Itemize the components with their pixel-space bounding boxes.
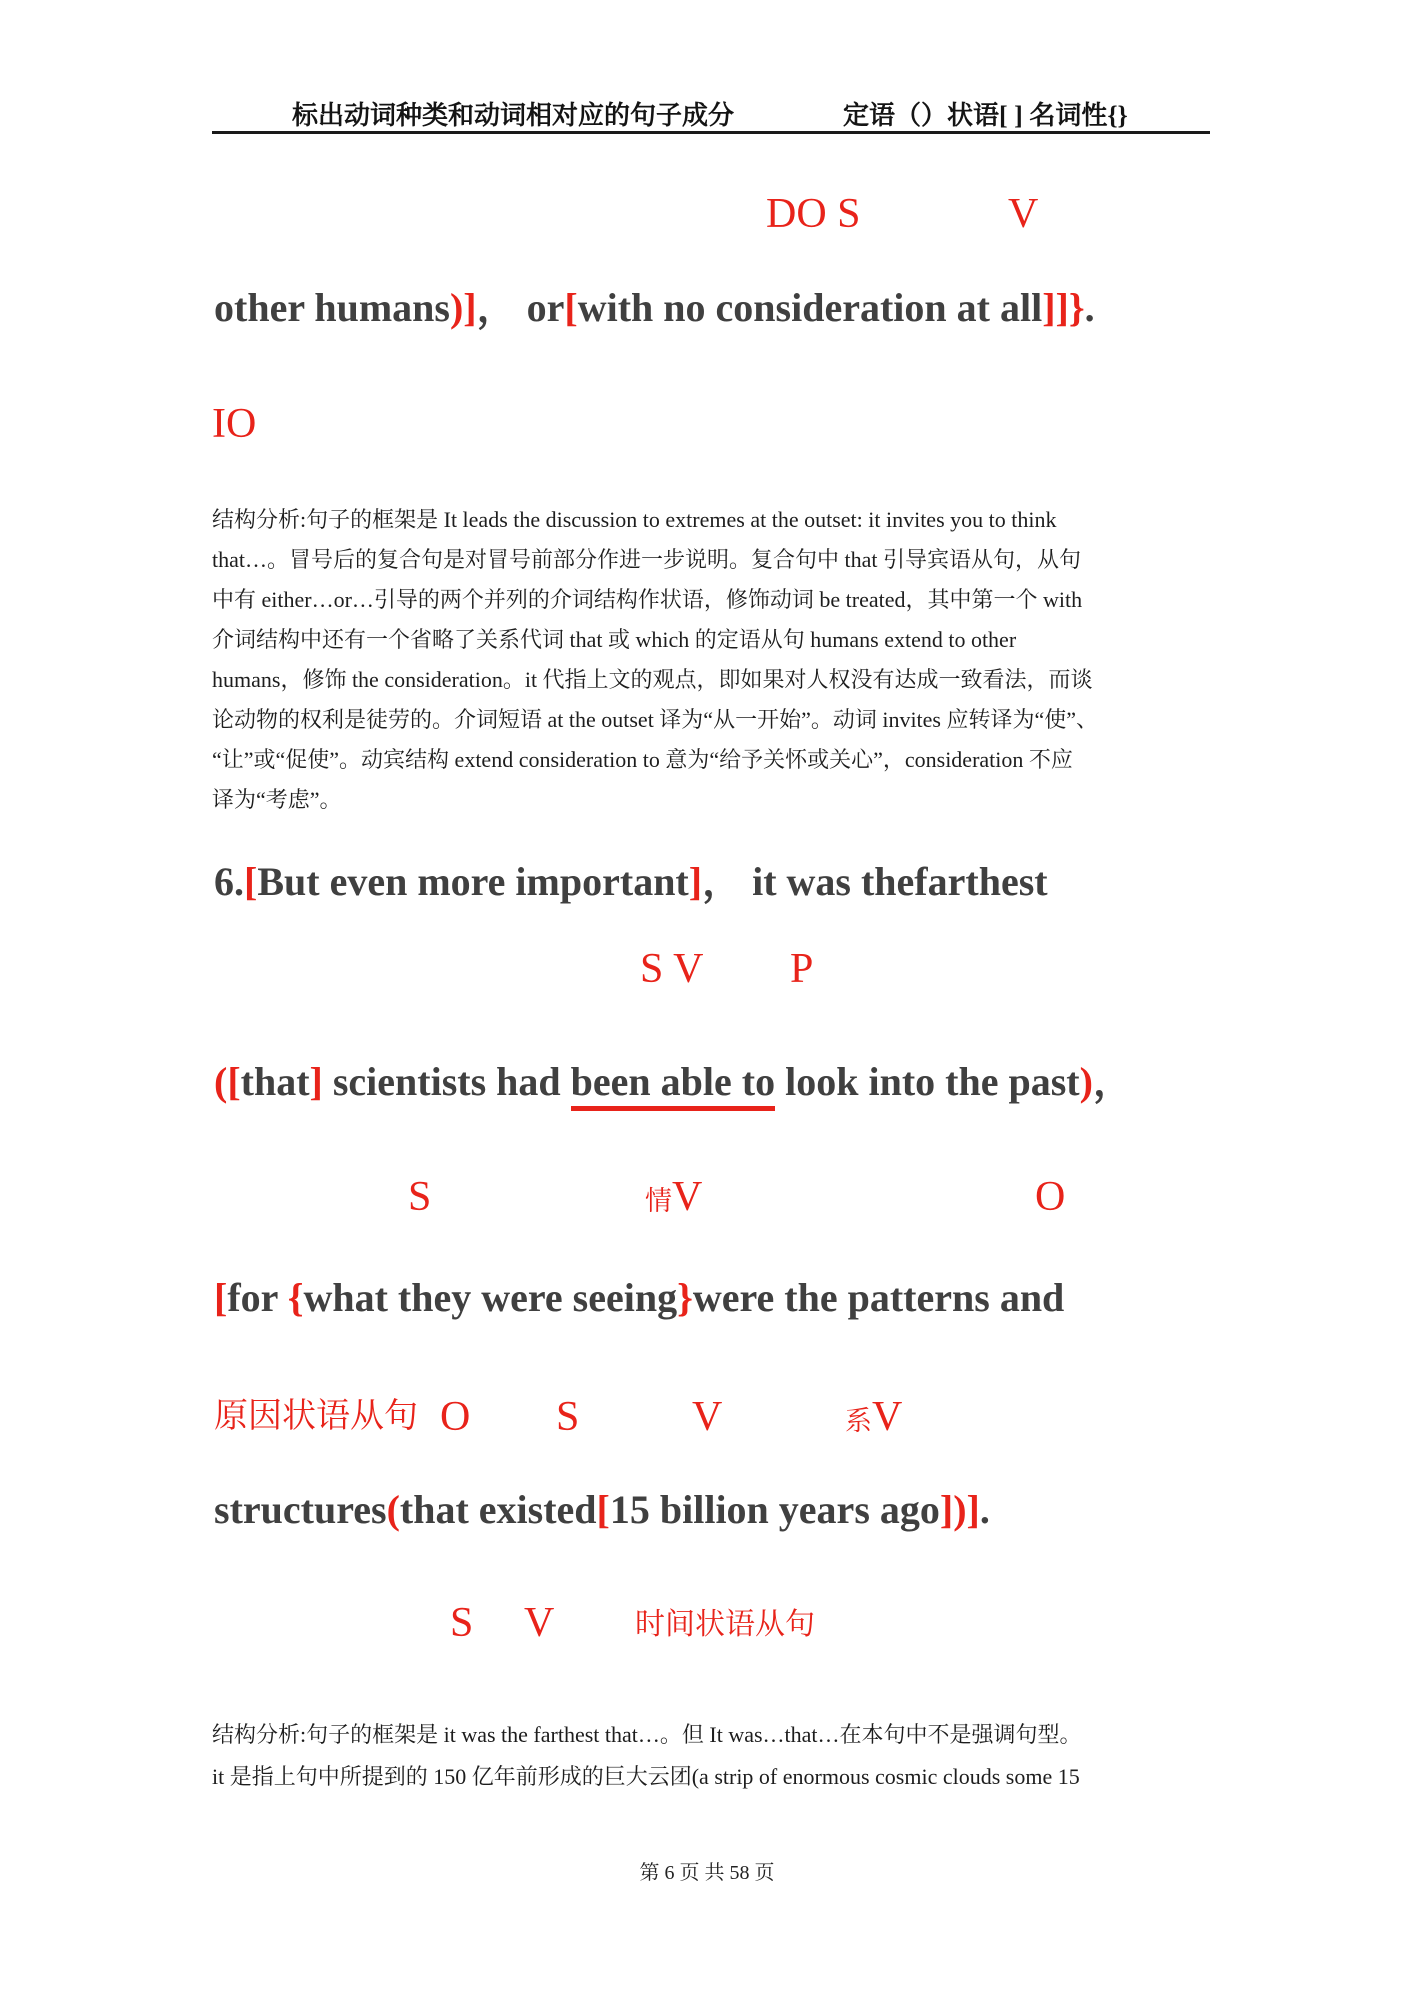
annotation-s-v: S V: [640, 946, 704, 992]
annotation-link-v: [845, 1396, 902, 1438]
sentence-text: that: [240, 1059, 310, 1104]
modal-label: 情: [645, 1186, 672, 1216]
bracket: ]: [688, 859, 703, 904]
header-rule: [212, 131, 1210, 134]
annotation-o: O: [440, 1394, 471, 1440]
sentence-text: with no consideration at all: [577, 285, 1043, 330]
bracket: [: [564, 285, 578, 330]
sentence-text: what they were seeing: [303, 1275, 678, 1320]
item-number: 6.: [214, 859, 244, 904]
annotation-s: S: [450, 1600, 474, 1646]
bracket: ])]: [939, 1487, 980, 1532]
sentence-heading-6: [214, 859, 1048, 904]
header-right-legend: 定语（）状语[ ] 名词性{}: [843, 101, 1128, 130]
paragraph-line: that…。冒号后的复合句是对冒号前部分作进一步说明。复合句中 that 引导宾语从句，从句: [212, 547, 1081, 572]
sentence-text: structures: [214, 1487, 387, 1532]
paragraph-line: 论动物的权利是徒劳的。介词短语 at the outset 译为“从一开始”。动词 invites 应转译为“使”、: [212, 707, 1099, 732]
annotation-modal-v: [645, 1176, 702, 1218]
underlined-verb-phrase: been able to: [571, 1059, 775, 1111]
bracket: ): [1079, 1059, 1093, 1104]
annotation-v: V: [672, 1174, 703, 1220]
footer-page-number: 第 6 页 共 58 页: [639, 1862, 775, 1884]
sentence-line-1: [214, 285, 1095, 330]
header-left-title: 标出动词种类和动词相对应的句子成分: [292, 101, 735, 130]
bracket: [: [244, 859, 258, 904]
sentence-text: scientists had: [322, 1059, 571, 1104]
bracket: ([: [214, 1059, 241, 1104]
sentence-line-3: [214, 1275, 1065, 1320]
annotation-p: P: [790, 946, 814, 992]
annotation-io: IO: [212, 401, 257, 447]
sentence-text: ，: [476, 285, 517, 330]
sentence-text: it was thefarthest: [742, 859, 1048, 904]
link-verb-label: 系: [845, 1406, 872, 1436]
bracket: [: [214, 1275, 228, 1320]
annotation-do-s: DO S: [766, 191, 861, 237]
paragraph-line: 介词结构中还有一个省略了关系代词 that 或 which 的定语从句 humans extend to other: [212, 627, 1017, 652]
sentence-text: .: [1084, 285, 1095, 330]
annotation-v: V: [872, 1394, 903, 1440]
annotation-v: V: [524, 1600, 555, 1646]
bracket: (: [386, 1487, 400, 1532]
sentence-text: look into the past: [775, 1059, 1080, 1104]
annotation-s: S: [408, 1174, 432, 1220]
annotation-reason-clause: 原因状语从句: [214, 1398, 418, 1435]
sentence-text: were the patterns and: [692, 1275, 1065, 1320]
paragraph-line: humans，修饰 the consideration。it 代指上文的观点，即如果对人权没有达成一致看法，而谈: [212, 667, 1093, 692]
analysis-paragraph-2: [212, 1714, 1272, 1798]
sentence-text: .: [979, 1487, 990, 1532]
analysis-paragraph-1: [212, 500, 1272, 820]
paragraph-line: 结构分析:句子的框架是 It leads the discussion to extremes at the outset: it invites you to think: [212, 507, 1057, 532]
sentence-text: ，: [702, 859, 743, 904]
bracket: {: [287, 1275, 304, 1320]
sentence-text: ，: [1092, 1059, 1133, 1104]
paragraph-line: “让”或“促使”。动宾结构 extend consideration to 意为“给予关怀或关心”，consideration 不应: [212, 747, 1073, 772]
annotation-s: S: [556, 1394, 580, 1440]
bracket: ]: [309, 1059, 323, 1104]
paragraph-line: 中有 either…or…引导的两个并列的介词结构作状语，修饰动词 be treated，其中第一个 with: [212, 587, 1083, 612]
bracket: [: [596, 1487, 610, 1532]
sentence-text: or: [516, 285, 565, 330]
paragraph-line: 译为“考虑”。: [212, 787, 342, 812]
sentence-text: other humans: [214, 285, 450, 330]
sentence-line-2: [214, 1059, 1133, 1104]
sentence-line-4: [214, 1487, 990, 1532]
paragraph-line: 结构分析:句子的框架是 it was the farthest that…。但 It was…that…在本句中不是强调句型。: [212, 1722, 1082, 1747]
annotation-time-clause: 时间状语从句: [635, 1608, 815, 1641]
annotation-o: O: [1035, 1174, 1066, 1220]
sentence-text: But even more important: [257, 859, 689, 904]
sentence-text: that existed: [399, 1487, 597, 1532]
bracket: }: [677, 1275, 693, 1320]
sentence-text: 15 billion years ago: [609, 1487, 940, 1532]
bracket: ]]}: [1042, 285, 1085, 330]
paragraph-line: it 是指上句中所提到的 150 亿年前形成的巨大云团(a strip of enormous cosmic clouds some 15: [212, 1764, 1080, 1789]
annotation-v: V: [692, 1394, 723, 1440]
sentence-text: for: [227, 1275, 288, 1320]
bracket: )]: [449, 285, 477, 330]
annotation-v: V: [1008, 191, 1039, 237]
